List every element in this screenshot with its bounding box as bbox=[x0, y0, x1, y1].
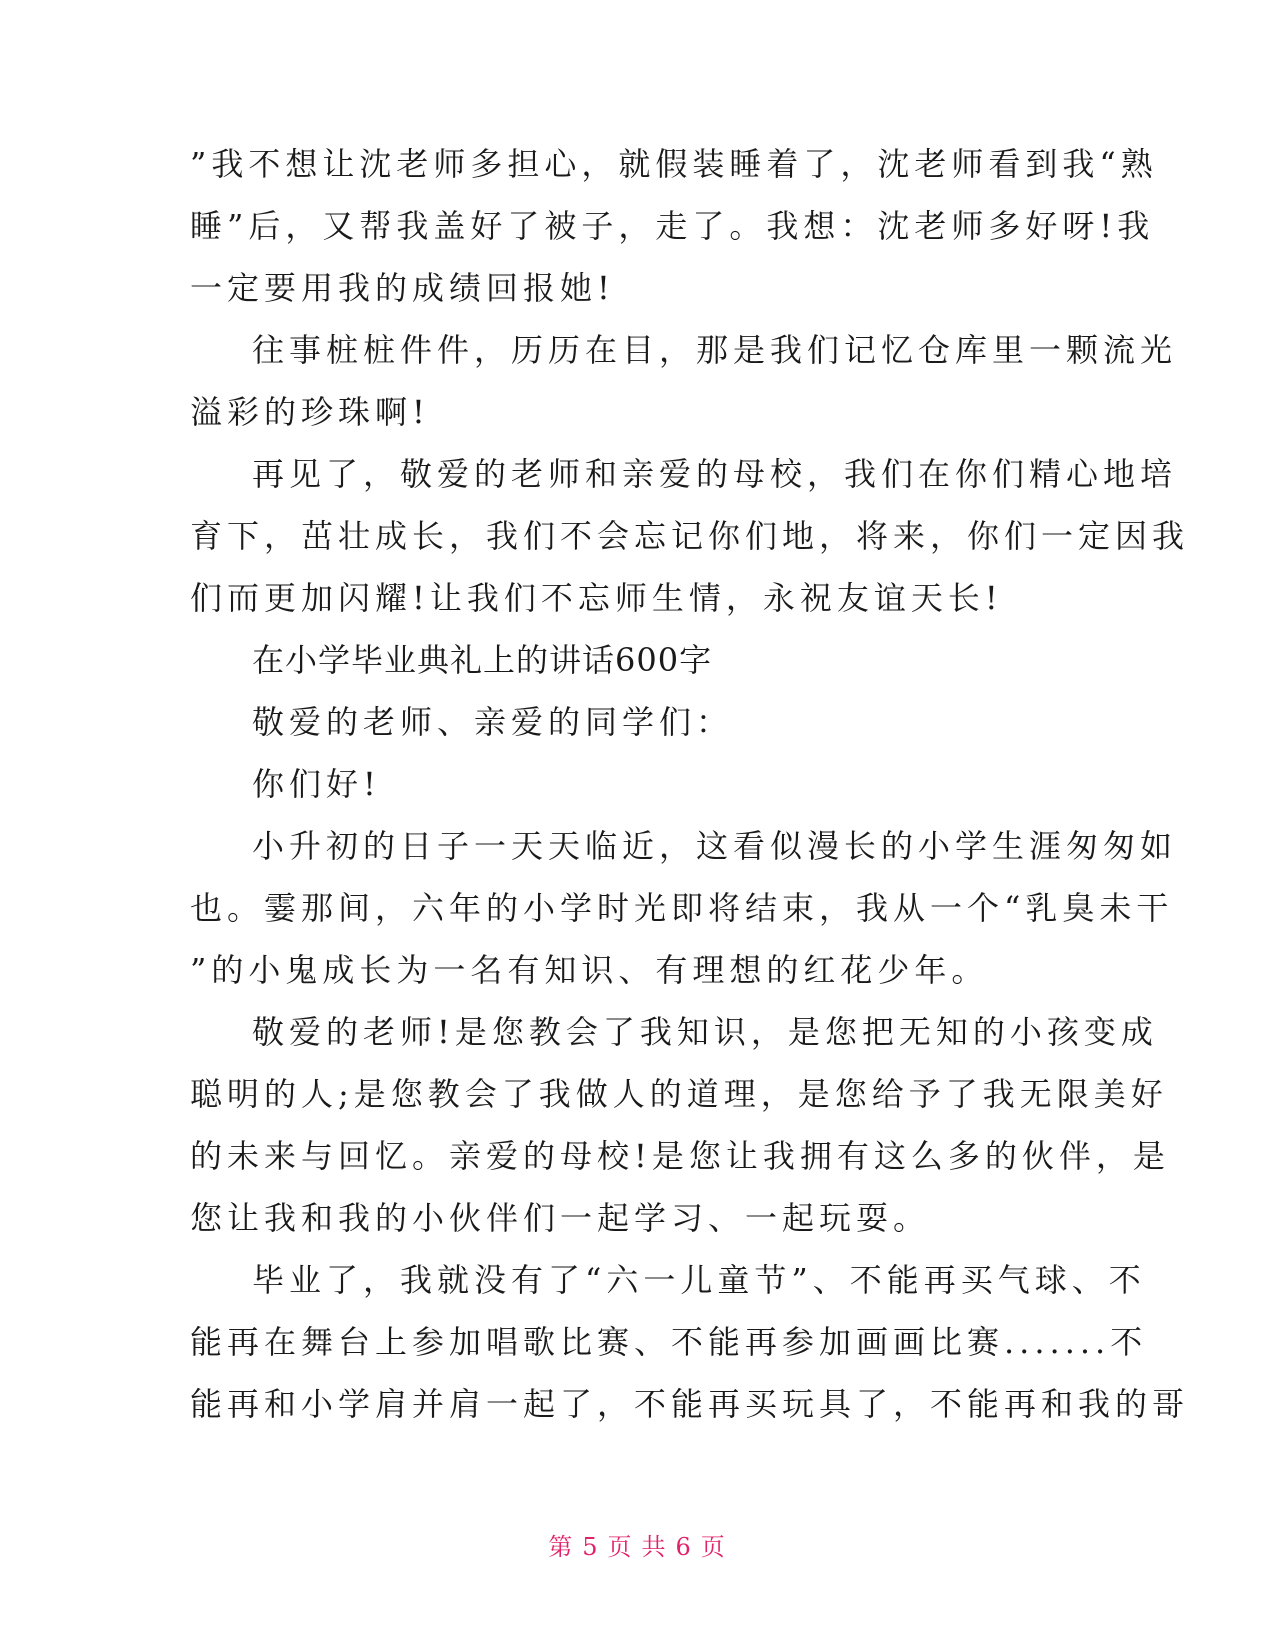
text-line: 溢彩的珍珠啊! bbox=[190, 393, 430, 431]
text-line: 的未来与回忆。亲爱的母校!是您让我拥有这么多的伙伴，是 bbox=[190, 1137, 1170, 1175]
text-line: 能再在舞台上参加唱歌比赛、不能再参加画画比赛.......不 bbox=[190, 1323, 1148, 1361]
text-line: 敬爱的老师!是您教会了我知识，是您把无知的小孩变成 bbox=[252, 1013, 1158, 1051]
footer-page-word: 页 bbox=[607, 1533, 634, 1561]
footer-total-prefix: 共 bbox=[641, 1533, 668, 1561]
footer-prefix: 第 bbox=[548, 1533, 575, 1561]
text-line: ”的小鬼成长为一名有知识、有理想的红花少年。 bbox=[190, 951, 989, 989]
total-pages-number: 6 bbox=[675, 1533, 693, 1561]
page-footer bbox=[0, 1532, 1275, 1562]
text-line: 再见了，敬爱的老师和亲爱的母校，我们在你们精心地培 bbox=[252, 455, 1178, 493]
text-line: 小升初的日子一天天临近，这看似漫长的小学生涯匆匆如 bbox=[252, 827, 1178, 865]
text-line: 能再和小学肩并肩一起了，不能再买玩具了，不能再和我的哥 bbox=[190, 1385, 1190, 1423]
text-line: 聪明的人;是您教会了我做人的道理，是您给予了我无限美好 bbox=[190, 1075, 1168, 1113]
text-line: 也。霎那间，六年的小学时光即将结束，我从一个“乳臭未干 bbox=[190, 889, 1174, 927]
greeting: 你们好! bbox=[252, 765, 381, 803]
current-page-number: 5 bbox=[582, 1533, 600, 1561]
text-line: 育下，茁壮成长，我们不会忘记你们地，将来，你们一定因我 bbox=[190, 517, 1190, 555]
text-line: 睡”后，又帮我盖好了被子，走了。我想：沈老师多好呀!我 bbox=[190, 207, 1155, 245]
text-line: 您让我和我的小伙伴们一起学习、一起玩耍。 bbox=[190, 1199, 931, 1237]
section-title: 在小学毕业典礼上的讲话600字 bbox=[252, 641, 713, 679]
text-line: 毕业了，我就没有了“六一儿童节”、不能再买气球、不 bbox=[252, 1261, 1146, 1299]
text-line: 们而更加闪耀!让我们不忘师生情，永祝友谊天长! bbox=[190, 579, 1003, 617]
text-line: 往事桩桩件件，历历在目，那是我们记忆仓库里一颗流光 bbox=[252, 331, 1178, 369]
salutation: 敬爱的老师、亲爱的同学们： bbox=[252, 703, 734, 741]
text-line: ”我不想让沈老师多担心，就假装睡着了，沈老师看到我“熟 bbox=[190, 145, 1158, 183]
text-line: 一定要用我的成绩回报她! bbox=[190, 269, 615, 307]
footer-total-suffix: 页 bbox=[700, 1533, 727, 1561]
